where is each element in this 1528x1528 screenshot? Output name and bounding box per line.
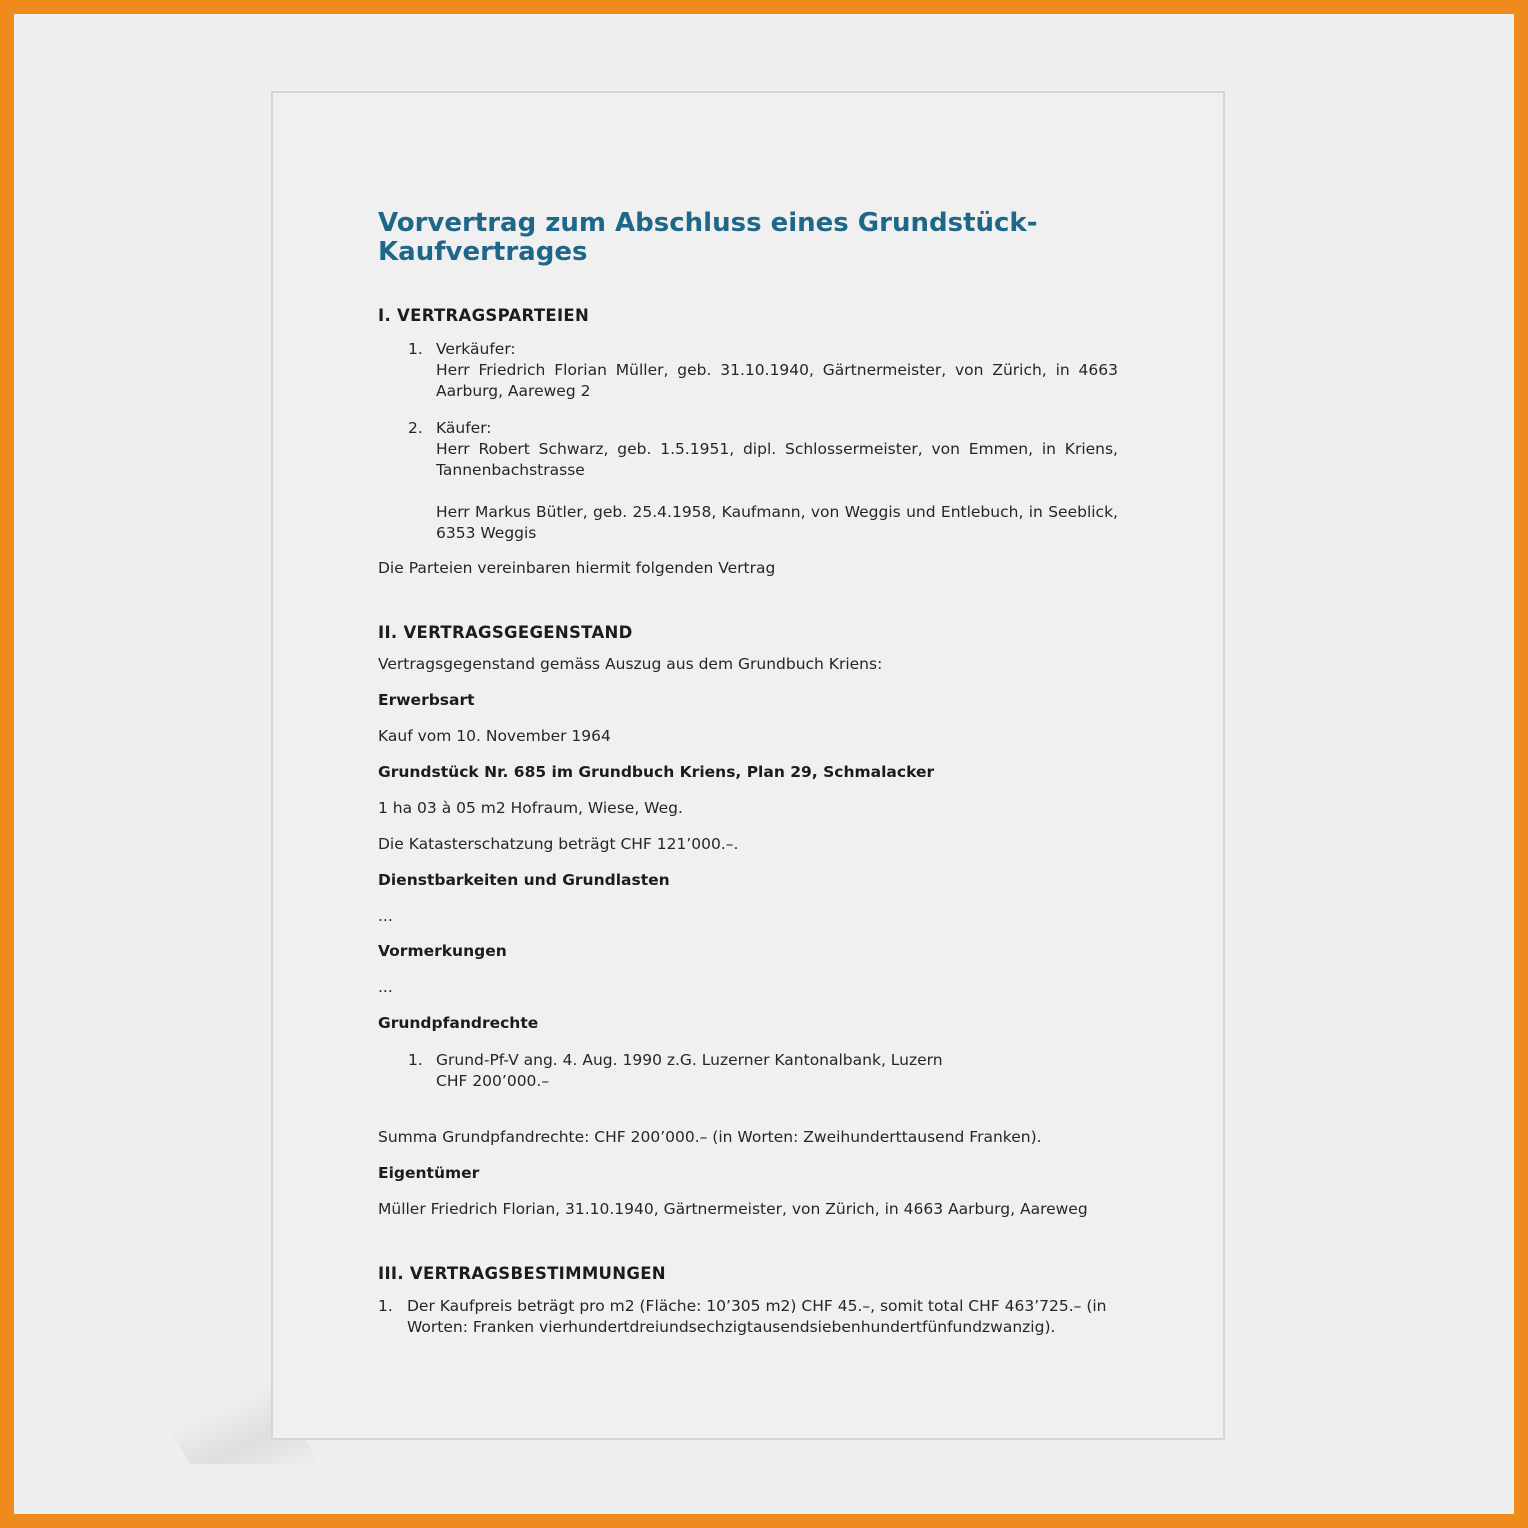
seller-line-1: Herr Friedrich Florian Müller, geb. 31.10.1940, Gärtnermeister, von Zürich, in 4663 [436, 361, 1118, 379]
parties-closing: Die Parteien vereinbaren hiermit folgenden Vertrag [378, 559, 776, 577]
erwerbsart-value: Kauf vom 10. November 1964 [378, 727, 611, 745]
document-page [271, 91, 1225, 1440]
list-number: 1. [378, 1297, 393, 1315]
eigentuemer-label: Eigentümer [378, 1164, 480, 1182]
buyer-line-3: Herr Markus Bütler, geb. 25.4.1958, Kaufmann, von Weggis und Entlebuch, in Seeblick, [436, 503, 1118, 521]
list-item-buyer [436, 418, 1118, 544]
grundstueck-value: 1 ha 03 à 05 m2 Hofraum, Wiese, Weg. [378, 799, 683, 817]
section-heading-subject: II. VERTRAGSGEGENSTAND [378, 623, 633, 642]
section-heading-parties: I. VERTRAGSPARTEIEN [378, 306, 590, 325]
seller-line-2: Aarburg, Aareweg 2 [436, 382, 591, 400]
grundpfand-line-1: Grund-Pf-V ang. 4. Aug. 1990 z.G. Luzerner Kantonalbank, Luzern [436, 1051, 943, 1069]
summe-grundpfandrechte: Summa Grundpfandrechte: CHF 200’000.– (in Worten: Zweihunderttausend Franken). [378, 1128, 1042, 1146]
grundstueck-label: Grundstück Nr. 685 im Grundbuch Kriens, Plan 29, Schmalacker [378, 763, 935, 781]
buyer-line-1: Herr Robert Schwarz, geb. 1.5.1951, dipl. Schlossermeister, von Emmen, in Kriens, [436, 440, 1118, 458]
vormerkungen-value: ... [378, 978, 393, 996]
grundpfand-line-2: CHF 200’000.– [436, 1072, 550, 1090]
list-number: 2. [408, 419, 423, 437]
list-number: 1. [408, 1051, 423, 1069]
title-line-1: Vorvertrag zum Abschluss eines Grundstück- [378, 208, 1038, 238]
vormerkungen-label: Vormerkungen [378, 942, 507, 960]
buyer-line-2: Tannenbachstrasse [436, 461, 585, 479]
terms-line-1: Der Kaufpreis beträgt pro m2 (Fläche: 10’305 m2) CHF 45.–, somit total CHF 463’725.– (in [407, 1297, 1107, 1315]
list-item-seller [436, 339, 1118, 402]
dienstbarkeiten-value: ... [378, 907, 393, 925]
grundpfand-item [436, 1050, 1118, 1092]
grundpfandrechte-label: Grundpfandrechte [378, 1014, 539, 1032]
kataster-text: Die Katasterschatzung beträgt CHF 121’000.–. [378, 835, 739, 853]
terms-line-2: Worten: Franken vierhundertdreiundsechzigtausendsiebenhundertfünfundzwanzig). [407, 1318, 1056, 1336]
eigentuemer-value: Müller Friedrich Florian, 31.10.1940, Gärtnermeister, von Zürich, in 4663 Aarburg, Aareweg [378, 1200, 1088, 1218]
erwerbsart-label: Erwerbsart [378, 691, 475, 709]
subject-intro: Vertragsgegenstand gemäss Auszug aus dem Grundbuch Kriens: [378, 655, 883, 673]
dienstbarkeiten-label: Dienstbarkeiten und Grundlasten [378, 871, 670, 889]
list-number: 1. [408, 340, 423, 358]
document-title [378, 209, 1118, 267]
section-heading-terms: III. VERTRAGSBESTIMMUNGEN [378, 1264, 666, 1283]
terms-item [407, 1296, 1118, 1338]
buyer-line-4: 6353 Weggis [436, 524, 537, 542]
buyer-label: Käufer: [436, 419, 492, 437]
seller-label: Verkäufer: [436, 340, 516, 358]
title-line-2: Kaufvertrages [378, 237, 588, 267]
